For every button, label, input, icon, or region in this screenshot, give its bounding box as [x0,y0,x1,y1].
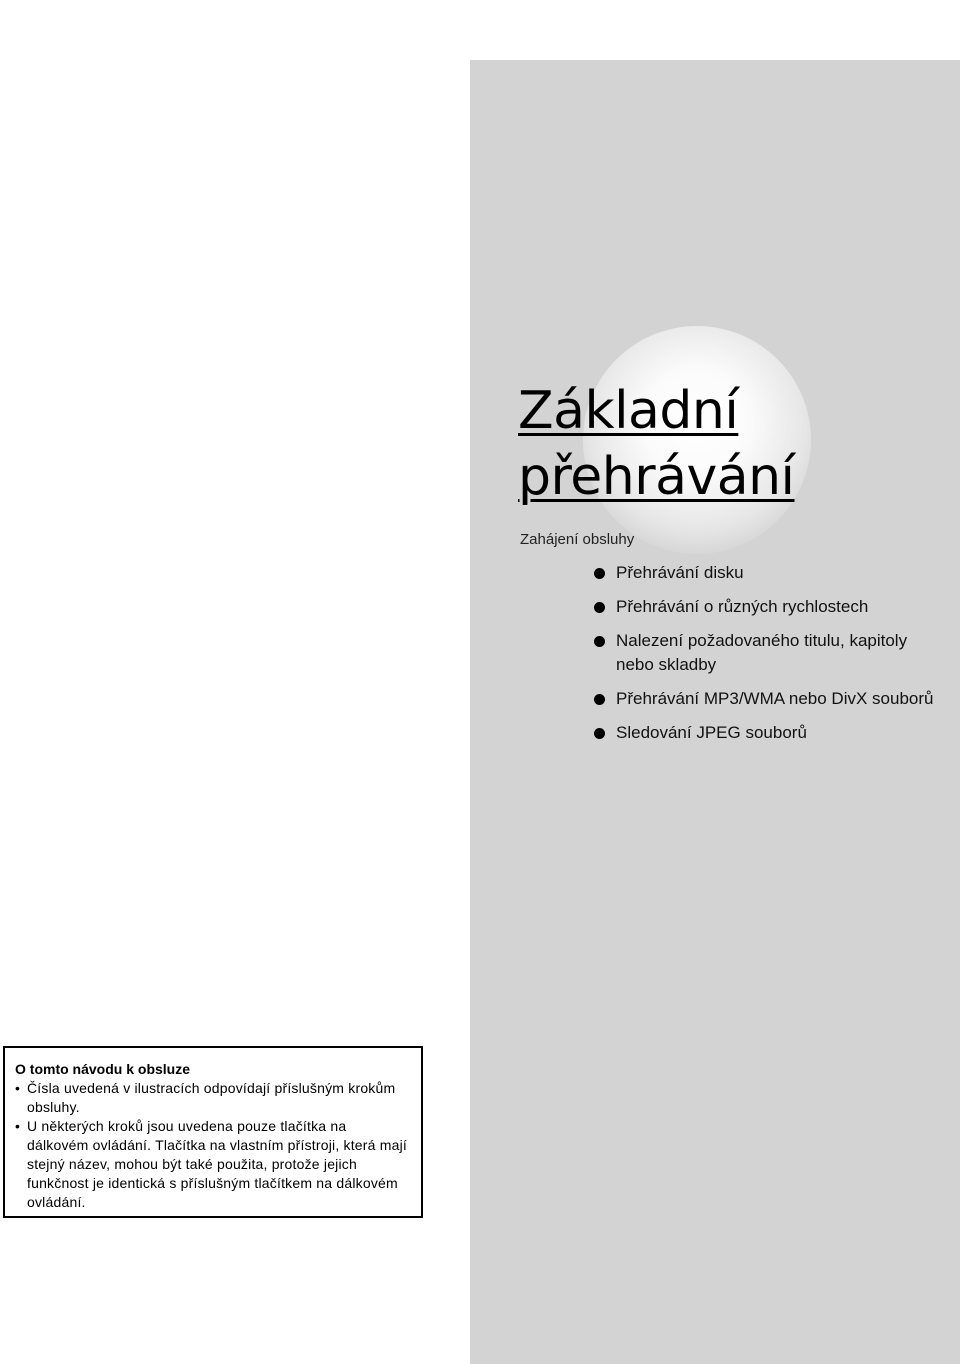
info-box-list [15,1079,411,1212]
bullet-dot-icon [594,636,605,647]
bullet-dot-icon [594,728,605,739]
info-item-text: Čísla uvedená v ilustracích odpovídají příslušným krokům obsluhy. [27,1080,396,1115]
section-subtitle: Zahájení obsluhy [520,531,635,548]
page-title-line-1: Základní [518,381,739,441]
topic-label: Přehrávání disku [616,563,744,582]
topic-item [594,561,934,585]
info-item-text: U některých kroků jsou uvedena pouze tlačítka na dálkovém ovládání. Tlačítka na vlastním přístroji, která mají stejný název, mohou být také použita, protože jejich funkčnost je identická s příslušným tlačítkem na dálkovém ovládání. [27,1118,407,1210]
info-item [15,1117,411,1212]
manual-info-box [3,1046,423,1218]
topic-list [594,561,934,755]
topic-item [594,629,934,677]
info-item [15,1079,411,1117]
info-box-title: O tomto návodu k obsluze [15,1061,191,1077]
bullet-dot-icon [594,694,605,705]
topic-label: Přehrávání o různých rychlostech [616,597,869,616]
topic-item [594,687,934,711]
bullet-dot-icon [594,568,605,579]
page-title-line-2: přehrávání [518,447,795,507]
topic-item [594,595,934,619]
page-title [518,378,794,510]
bullet-dot-icon [594,602,605,613]
topic-label: Přehrávání MP3/WMA nebo DivX souborů [616,689,934,708]
topic-label: Nalezení požadovaného titulu, kapitoly nebo skladby [616,631,908,674]
bullet-icon: • [15,1118,21,1134]
bullet-icon: • [15,1080,21,1096]
topic-label: Sledování JPEG souborů [616,723,807,742]
topic-item [594,721,934,745]
